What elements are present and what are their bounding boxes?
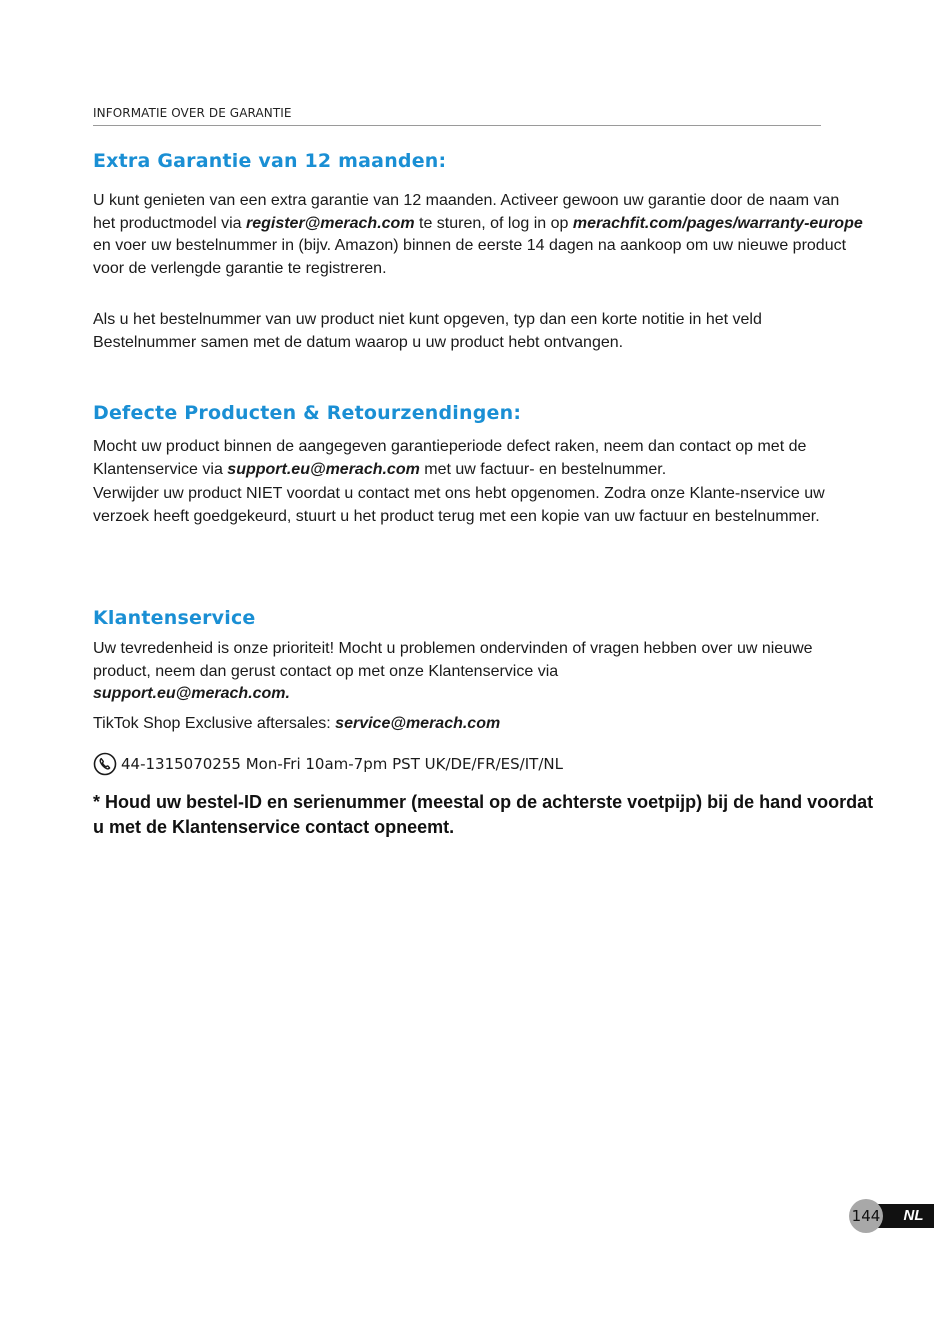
page-number: 144 bbox=[849, 1199, 883, 1233]
support-email-link[interactable]: support.eu@merach.com. bbox=[93, 685, 290, 702]
header-title: INFORMATIE OVER DE GARANTIE bbox=[93, 106, 292, 120]
tiktok-aftersales-line bbox=[93, 713, 863, 736]
language-label: NL bbox=[903, 1207, 924, 1224]
return-instructions-paragraph: Verwijder uw product NIET voordat u contact met ons hebt opgenomen. Zodra onze Klante-nservice uw verzoek heeft goedgekeurd, stuurt u het product terug met een kopie van uw factuur en bestelnummer. bbox=[93, 485, 825, 525]
header-divider bbox=[93, 125, 821, 126]
extra-warranty-paragraph bbox=[93, 190, 863, 280]
page-marker bbox=[849, 1199, 934, 1233]
text-segment: Uw tevredenheid is onze prioriteit! Mocht u problemen ondervinden of vragen hebben over uw nieuwe product, neem dan gerust contact op met onze Klantenservice via bbox=[93, 640, 813, 680]
customer-service-heading: Klantenservice bbox=[93, 607, 256, 629]
text-segment: Mocht uw product binnen de aangegeven garantieperiode defect raken, neem dan contact op met de Klantenservice via bbox=[93, 438, 807, 478]
phone-line bbox=[93, 752, 563, 776]
register-email-link[interactable]: register@merach.com bbox=[245, 214, 415, 232]
tiktok-service-email-link[interactable]: service@merach.com bbox=[335, 715, 501, 732]
defects-heading: Defecte Producten & Retourzendingen: bbox=[93, 402, 522, 424]
order-number-paragraph: Als u het bestelnummer van uw product niet kunt opgeven, typ dan een korte notitie in het veld Bestelnummer samen met de datum waarop u uw product hebt ontvangen. bbox=[93, 311, 762, 351]
tiktok-label: TikTok Shop Exclusive aftersales: bbox=[93, 715, 336, 732]
text-segment: U kunt genieten van een extra garantie van 12 maanden. Activeer gewoon uw garantie door de naam van het productmodel via bbox=[93, 192, 840, 232]
extra-warranty-heading: Extra Garantie van 12 maanden: bbox=[93, 150, 447, 172]
phone-icon bbox=[93, 752, 117, 776]
warranty-url-link[interactable]: merachfit.com/pages/warranty-europe bbox=[572, 214, 863, 232]
phone-number-hours: 44-1315070255 Mon-Fri 10am-7pm PST UK/DE/FR/ES/IT/NL bbox=[121, 755, 563, 773]
contact-note: * Houd uw bestel-ID en serienummer (meestal op de achterste voetpijp) bij de hand voordat u met de Klantenservice contact opneemt. bbox=[93, 792, 874, 837]
defects-paragraph bbox=[93, 436, 838, 481]
text-segment: te sturen, of log in op bbox=[414, 214, 573, 232]
customer-service-paragraph bbox=[93, 638, 848, 706]
support-email-link[interactable]: support.eu@merach.com bbox=[227, 460, 420, 478]
text-segment: en voer uw bestelnummer in (bijv. Amazon) binnen de eerste 14 dagen na aankoop om uw nieuwe product voor de verlengde garantie te registreren. bbox=[93, 237, 847, 277]
text-segment: met uw factuur- en bestelnummer. bbox=[419, 460, 667, 478]
